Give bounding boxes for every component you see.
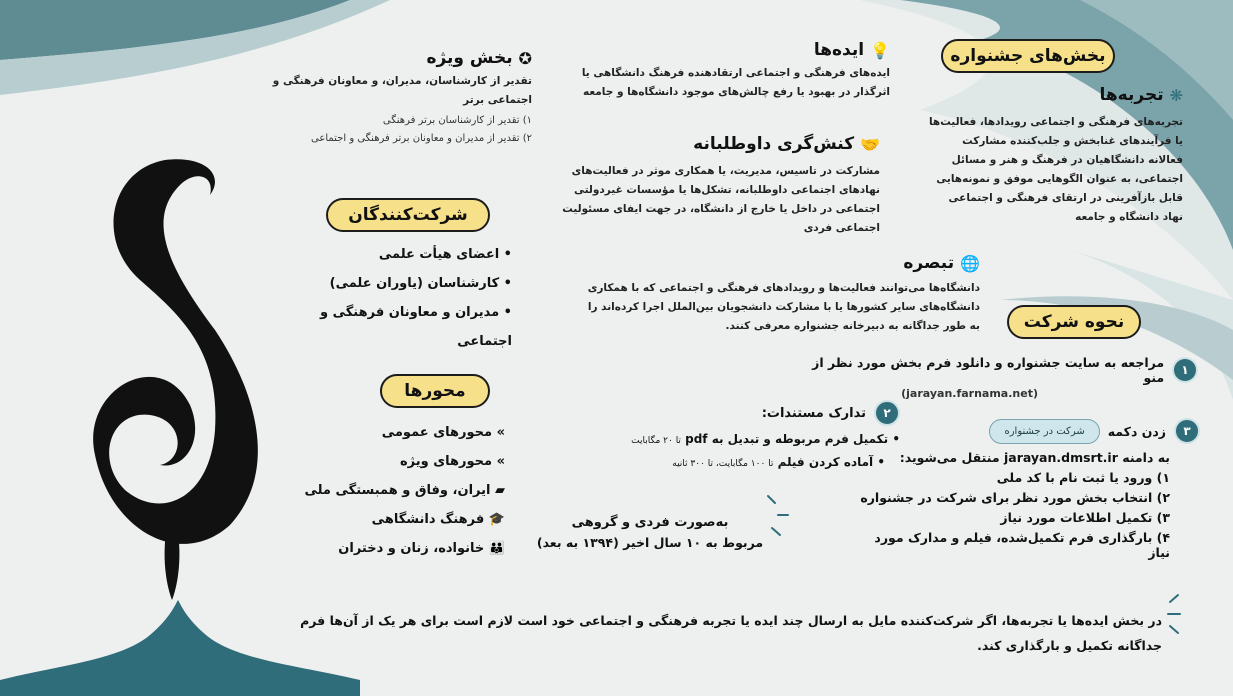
step-3-item: ۳) تکمیل اطلاعات مورد نیاز <box>1000 510 1170 525</box>
participants-pill: شرکت‌کنندگان <box>326 198 490 232</box>
people-icon: ❋ <box>1169 85 1183 105</box>
step-3-item: ۲) انتخاب بخش مورد نظر برای شرکت در جشنواره <box>860 490 1170 505</box>
experiences-section <box>925 85 1183 227</box>
ideas-text: ایده‌های فرهنگی و اجتماعی ارتقادهنده فرهنگ دانشگاهی یا اثرگذار در بهبود یا رفع چالش‌های موجود دانشگاه‌ها و جامعه <box>581 67 890 98</box>
participant-item: • مدیران و معاونان فرهنگی و اجتماعی <box>319 305 512 349</box>
axis-item: 🎓 فرهنگ دانشگاهی <box>371 512 505 527</box>
experiences-text: تجربه‌های فرهنگی و اجتماعی رویدادها، فعالیت‌ها یا فرآیندهای غنابخش و جلب‌کننده مشارکت فعالانه دانشگاهیان در فرهنگ و هنر و مسائل اجتماعی، به عنوان الگوهایی موفق و نمونه‌هایی قابل بازآفرینی در ارتقای فرهنگی و اجتماعی نهاد دانشگاه و جامعه <box>928 116 1183 223</box>
size-note: تا ۲۰ مگابایت <box>631 436 681 446</box>
axes-pill: محورها <box>380 374 490 408</box>
axis-item: ▰ ایران، وفاق و همبستگی ملی <box>304 483 505 498</box>
participant-item: • اعضای هیأت علمی <box>378 247 512 262</box>
iran-map-icon: ▰ <box>490 483 505 498</box>
ideas-section <box>560 40 890 102</box>
volunteer-text: مشارکت در تاسیس، مدیریت، یا همکاری موثر در فعالیت‌های نهادهای اجتماعی داوطلبانه، تشکل‌ها یا مؤسسات غیردولتی اجتماعی در داخل یا خارج از دانشگاه، در جهت ایفای مسئولیت اجتماعی فردی <box>562 165 880 234</box>
axis-item: » محورهای عمومی <box>381 425 505 440</box>
special-text: تقدیر از کارشناسان، مدیران، و معاونان فرهنگی و اجتماعی برتر <box>272 75 532 106</box>
step-3 <box>850 418 1200 560</box>
participant-item: • کارشناسان (یاوران علمی) <box>329 276 512 291</box>
participants-list <box>262 240 512 356</box>
bottom-note: در بخش ایده‌ها یا تجربه‌ها، اگر شرکت‌کننده مایل به ارسال چند ایده یا تجربه فرهنگی و اجتماعی خود است لازم است برای هر یک از آن‌ها فرم جداگانه تکمیل و بارگذاری کند. <box>300 613 1162 653</box>
festival-sections-pill: بخش‌های جشنواره <box>941 39 1115 73</box>
ideas-title: ایده‌ها <box>813 40 865 60</box>
experiences-heading <box>925 85 1183 105</box>
step-2-item: • تکمیل فرم مربوطه و تبدیل به pdf <box>685 432 900 446</box>
special-heading <box>262 48 532 68</box>
group-note-line1: به‌صورت فردی و گروهی <box>571 515 729 530</box>
special-item: ۲) تقدیر از مدیران و معاونان برتر فرهنگی و اجتماعی <box>311 133 532 144</box>
special-item: ۱) تقدیر از کارشناسان برتر فرهنگی <box>382 115 532 126</box>
step-number: ۳ <box>1174 418 1200 444</box>
family-icon: 👪 <box>484 541 505 556</box>
special-section <box>262 48 532 148</box>
experiences-title: تجربه‌ها <box>1099 85 1164 105</box>
volunteer-section <box>550 134 880 238</box>
group-note <box>530 515 770 550</box>
step-3-domain: به دامنه jarayan.dmsrt.ir منتقل می‌شوید: <box>899 450 1170 465</box>
step-1 <box>790 355 1198 400</box>
medal-icon: ✪ <box>518 48 532 68</box>
insight-section <box>550 253 980 336</box>
insight-heading <box>550 253 980 273</box>
volunteer-title: کنش‌گری داوطلبانه <box>693 134 855 154</box>
volunteer-heading <box>550 134 880 154</box>
step-1-text: مراجعه به سایت جشنواره و دانلود فرم بخش مورد نظر از منو <box>812 355 1165 385</box>
handshake-icon: 🤝 <box>860 134 880 154</box>
ideas-heading <box>560 40 890 60</box>
special-title: بخش ویژه <box>426 48 513 68</box>
insight-text: دانشگاه‌ها می‌توانند فعالیت‌ها و رویدادهای فرهنگی و اجتماعی که با همکاری دانشگاه‌های سایر کشورها یا با مشارکت دانشجویان بین‌الملل اجرا کرده‌اند را به طور جداگانه به دبیرخانه جشنواره معرفی کنند. <box>587 282 980 332</box>
size-note: تا ۱۰۰ مگابایت، تا ۳۰۰ ثانیه <box>672 459 774 469</box>
globe-icon: 🌐 <box>960 253 980 273</box>
lightbulb-icon: 💡 <box>870 40 890 60</box>
step-3-prefix: زدن دکمه <box>1107 423 1166 439</box>
step-number: ۲ <box>874 400 900 426</box>
step-3-item: ۱) ورود یا ثبت نام با کد ملی <box>996 470 1170 485</box>
step-number: ۱ <box>1172 357 1198 383</box>
participate-button[interactable]: شرکت در جشنواره <box>989 419 1099 444</box>
group-note-line2: مربوط به ۱۰ سال اخیر (۱۳۹۴ به بعد) <box>536 535 764 550</box>
step-3-item: ۴) بارگذاری فرم تکمیل‌شده، فیلم و مدارک مورد نیاز <box>874 530 1170 560</box>
step-2-item: • آماده کردن فیلم <box>777 455 885 469</box>
axes-list <box>280 418 505 563</box>
how-pill: نحوه شرکت <box>1007 305 1141 339</box>
insight-title: تبصره <box>903 253 955 273</box>
axis-item: 👪 خانواده، زنان و دختران <box>338 541 505 556</box>
site-url: (jarayan.farnama.net) <box>901 387 1038 400</box>
axis-item: » محورهای ویژه <box>399 454 505 469</box>
step-2-title: تدارک مستندات: <box>761 405 866 421</box>
graduation-cap-icon: 🎓 <box>484 512 505 527</box>
